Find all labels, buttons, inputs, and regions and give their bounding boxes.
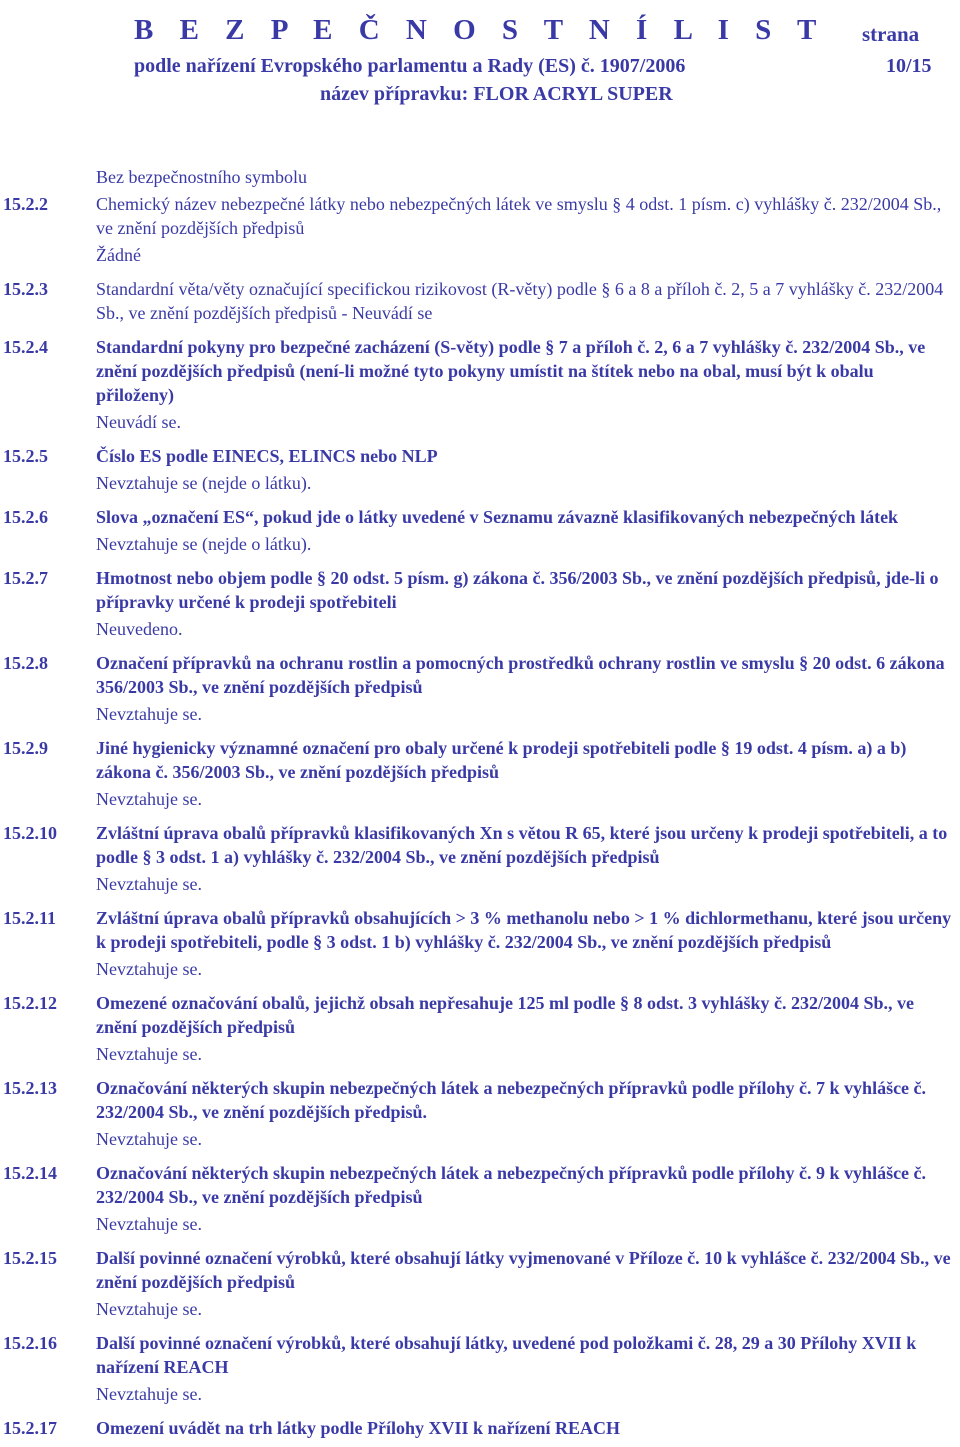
section-item [0, 1076, 960, 1158]
intro-text: Bez bezpečnostního symbolu [96, 167, 307, 187]
section-heading: Slova „označení ES“, pokud jde o látky uvedené v Seznamu závazně klasifikovaných nebezpečných látek [96, 507, 899, 527]
section-heading: Standardní věta/věty označující specifickou rizikovost (R-věty) podle § 6 a 8 a příloh č. 2, 5 a 7 vyhlášky č. 232/2004 Sb., ve znění pozdějších předpisů - Neuvádí se [96, 279, 944, 323]
section-item [0, 736, 960, 818]
section-item [0, 651, 960, 733]
section-item [0, 1331, 960, 1413]
section-heading: Chemický název nebezpečné látky nebo nebezpečných látek ve smyslu § 4 odst. 1 písm. c) vyhlášky č. 232/2004 Sb., ve znění pozdějších předpisů [96, 194, 942, 238]
section-heading-row [0, 736, 960, 784]
section-answer: Nevztahuje se (nejde o látku). [96, 534, 312, 554]
section-number: 15.2.13 [3, 1078, 57, 1098]
section-item [0, 335, 960, 441]
section-answer: Žádné [96, 245, 141, 265]
section-heading-row [0, 566, 960, 614]
section-number: 15.2.16 [3, 1333, 57, 1353]
section-number: 15.2.12 [3, 993, 57, 1013]
section-heading-row [0, 444, 960, 468]
section-heading-row [0, 991, 960, 1039]
page-label: strana [862, 22, 920, 46]
section-item [0, 1416, 960, 1447]
section-heading-row [0, 505, 960, 529]
section-heading: Hmotnost nebo objem podle § 20 odst. 5 písm. g) zákona č. 356/2003 Sb., ve znění pozdějších předpisů, jde-li o přípravky určené k prodeji spotřebiteli [96, 568, 939, 612]
section-heading-row [0, 1246, 960, 1294]
section-heading-row [0, 277, 960, 325]
section-heading: Označování některých skupin nebezpečných látek a nebezpečných přípravků podle přílohy č. 9 k vyhlášce č. 232/2004 Sb., ve znění pozdějších předpisů [96, 1163, 927, 1207]
section-heading: Zvláštní úprava obalů přípravků klasifikovaných Xn s větou R 65, které jsou určeny k prodeji spotřebiteli, a to podle § 3 odst. 1 a) vyhlášky č. 232/2004 Sb., ve znění pozdějších předpisů [96, 823, 948, 867]
section-heading-row [0, 1331, 960, 1379]
section-heading-row [0, 335, 960, 407]
section-item [0, 991, 960, 1073]
section-number: 15.2.10 [3, 823, 57, 843]
section-number: 15.2.15 [3, 1248, 57, 1268]
section-heading: Omezené označování obalů, jejichž obsah nepřesahuje 125 ml podle § 8 odst. 3 vyhlášky č. 232/2004 Sb., ve znění pozdějších předpisů [96, 993, 915, 1037]
section-heading: Omezení uvádět na trh látky podle Přílohy XVII k nařízení REACH [96, 1418, 621, 1438]
section-heading-row [0, 1076, 960, 1124]
product-name: název přípravku: FLOR ACRYL SUPER [320, 83, 673, 105]
section-number: 15.2.4 [3, 337, 48, 357]
section-heading: Zvláštní úprava obalů přípravků obsahujících > 3 % methanolu nebo > 1 % dichlormethanu, které jsou určeny k prodeji spotřebiteli, podle § 3 odst. 1 b) vyhlášky č. 232/2004 Sb., ve znění pozdějších předpisů [96, 908, 952, 952]
section-item [0, 1161, 960, 1243]
section-heading-row [0, 651, 960, 699]
section-answer: Nevztahuje se. [96, 789, 202, 809]
section-item [0, 1246, 960, 1328]
document-header [0, 0, 960, 112]
section-number: 15.2.11 [3, 908, 57, 928]
section-item [0, 505, 960, 563]
section-heading: Jiné hygienicky významné označení pro obaly určené k prodeji spotřebiteli podle § 19 odst. 4 písm. a) a b) zákona č. 356/2003 Sb., ve znění pozdějších předpisů [96, 738, 907, 782]
section-number: 15.2.17 [3, 1418, 57, 1438]
regulation-reference: podle nařízení Evropského parlamentu a Rady (ES) č. 1907/2006 [134, 55, 686, 77]
section-item [0, 192, 960, 274]
section-heading: Číslo ES podle EINECS, ELINCS nebo NLP [96, 446, 438, 466]
section-heading-row [0, 1161, 960, 1209]
section-number: 15.2.2 [3, 194, 48, 214]
section-answer: Nevztahuje se. [96, 959, 202, 979]
section-heading-row [0, 192, 960, 240]
section-number: 15.2.5 [3, 446, 48, 466]
document-body [0, 165, 960, 1447]
section-item [0, 566, 960, 648]
section-heading: Označování některých skupin nebezpečných látek a nebezpečných přípravků podle přílohy č. 7 k vyhlášce č. 232/2004 Sb., ve znění pozdějších předpisů. [96, 1078, 927, 1122]
section-item [0, 277, 960, 332]
section-answer: Nevztahuje se. [96, 1044, 202, 1064]
section-number: 15.2.9 [3, 738, 48, 758]
section-heading: Standardní pokyny pro bezpečné zacházení (S-věty) podle § 7 a příloh č. 2, 6 a 7 vyhlášky č. 232/2004 Sb., ve znění pozdějších předpisů (není-li možné tyto pokyny umístit na štítek nebo na obal, musí být k obalu přiloženy) [96, 337, 926, 405]
document-title: B E Z P E Č N O S T N Í L I S T [134, 14, 826, 46]
section-answer: Nevztahuje se. [96, 704, 202, 724]
section-heading-row [0, 821, 960, 869]
section-answer: Nevztahuje se. [96, 1214, 202, 1234]
section-heading: Označení přípravků na ochranu rostlin a pomocných prostředků ochrany rostlin ve smyslu § 20 odst. 6 zákona 356/2003 Sb., ve znění pozdějších předpisů [96, 653, 945, 697]
section-heading: Další povinné označení výrobků, které obsahují látky vyjmenované v Příloze č. 10 k vyhlášce č. 232/2004 Sb., ve znění pozdějších předpisů [96, 1248, 951, 1292]
section-answer: Nevztahuje se. [96, 1384, 202, 1404]
section-number: 15.2.8 [3, 653, 48, 673]
section-answer: Nevztahuje se. [96, 874, 202, 894]
section-number: 15.2.6 [3, 507, 48, 527]
section-number: 15.2.3 [3, 279, 48, 299]
section-answer: Nevztahuje se (nejde o látku). [96, 473, 312, 493]
section-item [0, 906, 960, 988]
section-answer: Nevztahuje se. [96, 1299, 202, 1319]
section-answer: Nevztahuje se. [96, 1129, 202, 1149]
section-heading-row [0, 1416, 960, 1440]
section-list [0, 192, 960, 1447]
section-answer: Neuvádí se. [96, 412, 181, 432]
section-heading-row [0, 906, 960, 954]
section-number: 15.2.14 [3, 1163, 57, 1183]
section-heading: Další povinné označení výrobků, které obsahují látky, uvedené pod položkami č. 28, 29 a 30 Přílohy XVII k nařízení REACH [96, 1333, 917, 1377]
page-number: 10/15 [886, 55, 932, 77]
section-item [0, 444, 960, 502]
section-number: 15.2.7 [3, 568, 48, 588]
section-answer: Neuvedeno. [96, 619, 183, 639]
section-item [0, 821, 960, 903]
